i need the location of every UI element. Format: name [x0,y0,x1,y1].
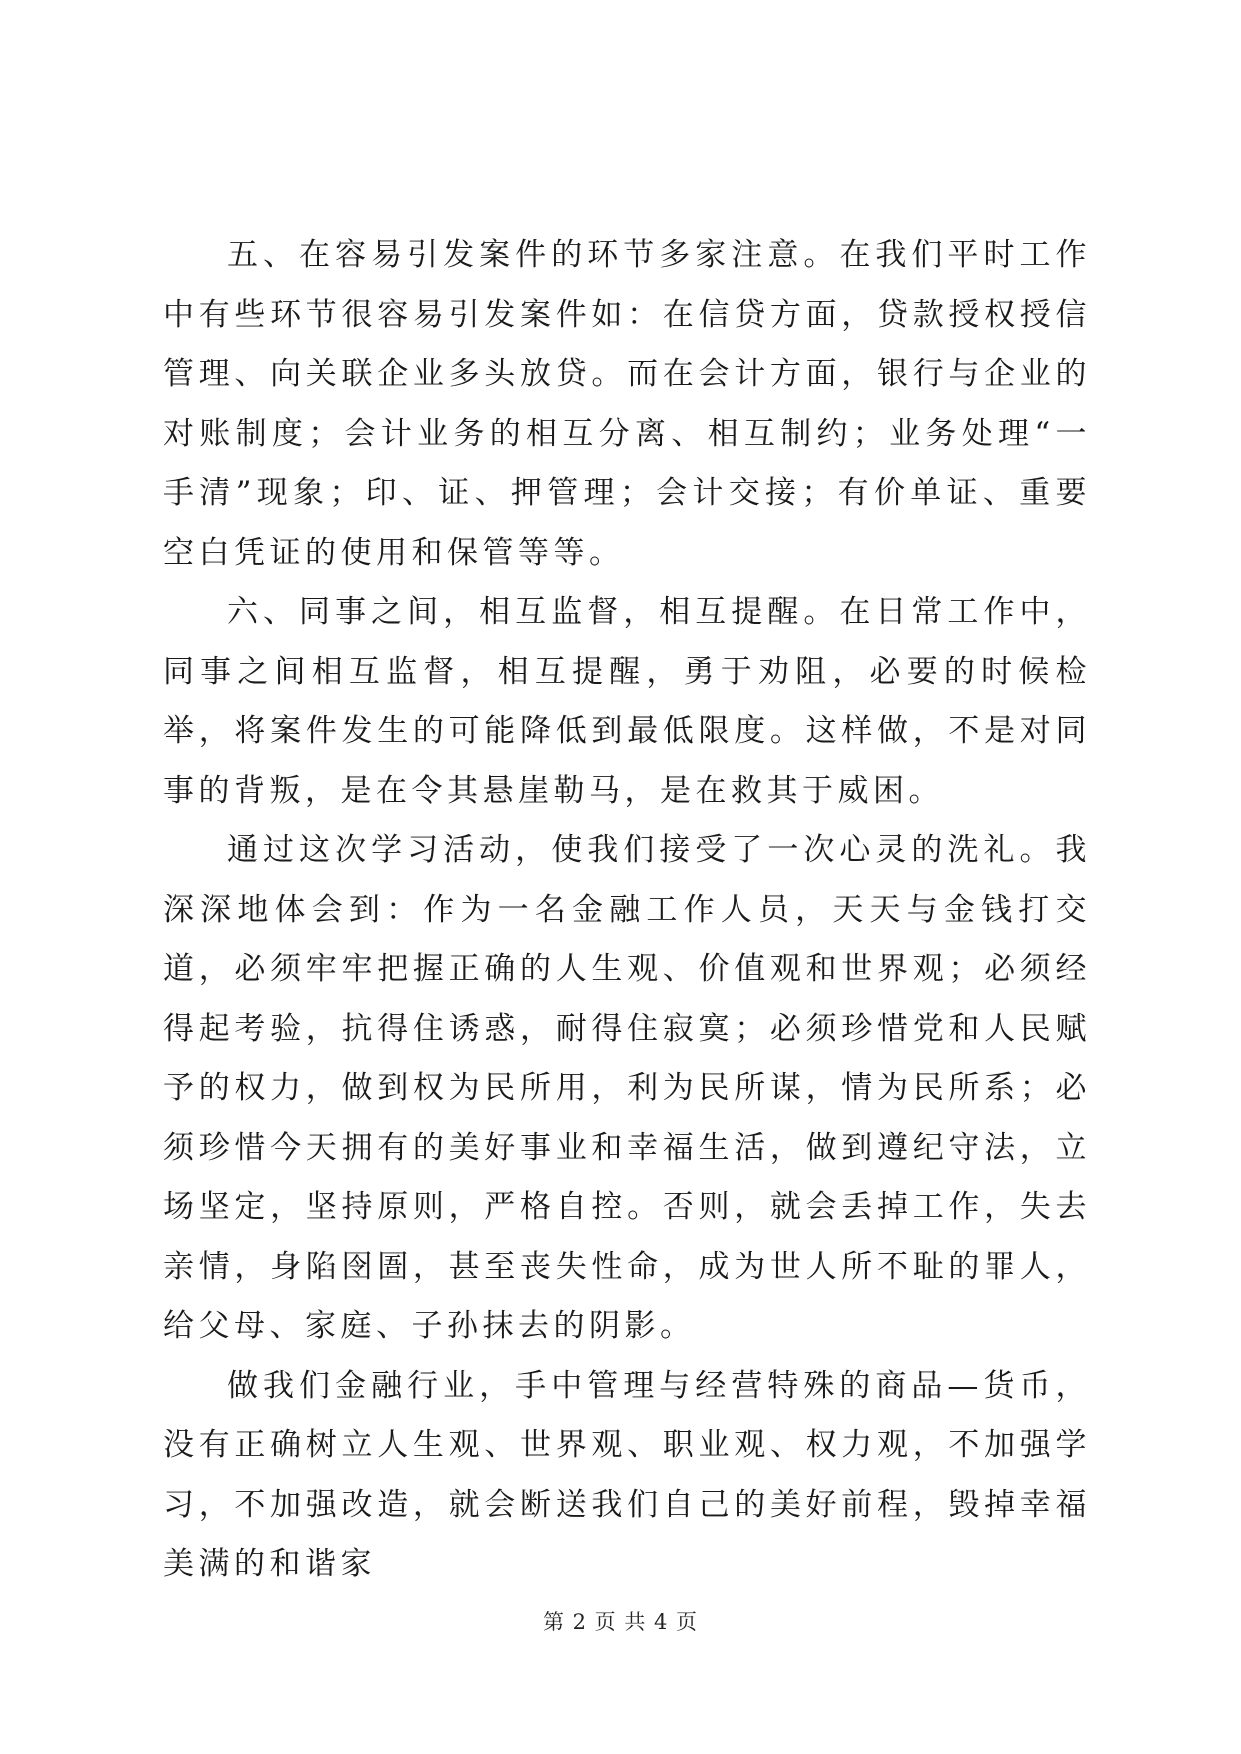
document-body [163,226,1091,1595]
paragraph-section-six: 六、同事之间，相互监督，相互提醒。在日常工作中，同事之间相互监督，相互提醒，勇于劝阻，必要的时候检举，将案件发生的可能降低到最低限度。这样做，不是对同事的背叛，是在令其悬崖勒马，是在救其于威困。 [163,594,1091,809]
page-number-footer: 第 2 页 共 4 页 [542,1610,699,1634]
paragraph-section-five: 五、在容易引发案件的环节多家注意。在我们平时工作中有些环节很容易引发案件如：在信贷方面，贷款授权授信管理、向关联企业多头放贷。而在会计方面，银行与企业的对账制度；会计业务的相互分离、相互制约；业务处理“一手清”现象；印、证、押管理；会计交接；有价单证、重要空白凭证的使用和保管等等。 [163,237,1091,571]
paragraph-finance-industry: 做我们金融行业，手中管理与经营特殊的商品—货币，没有正确树立人生观、世界观、职业观、权力观，不加强学习，不加强改造，就会断送我们自己的美好前程，毁掉幸福美满的和谐家 [163,1367,1091,1582]
paragraph-reflection: 通过这次学习活动，使我们接受了一次心灵的洗礼。我深深地体会到：作为一名金融工作人员，天天与金钱打交道，必须牢牢把握正确的人生观、价值观和世界观；必须经得起考验，抗得住诱惑，耐得住寂寞；必须珍惜党和人民赋予的权力，做到权为民所用，利为民所谋，情为民所系；必须珍惜今天拥有的美好事业和幸福生活，做到遵纪守法，立场坚定，坚持原则，严格自控。否则，就会丢掉工作，失去亲情，身陷囹圄，甚至丧失性命，成为世人所不耻的罪人，给父母、家庭、子孙抹去的阴影。 [163,832,1091,1344]
